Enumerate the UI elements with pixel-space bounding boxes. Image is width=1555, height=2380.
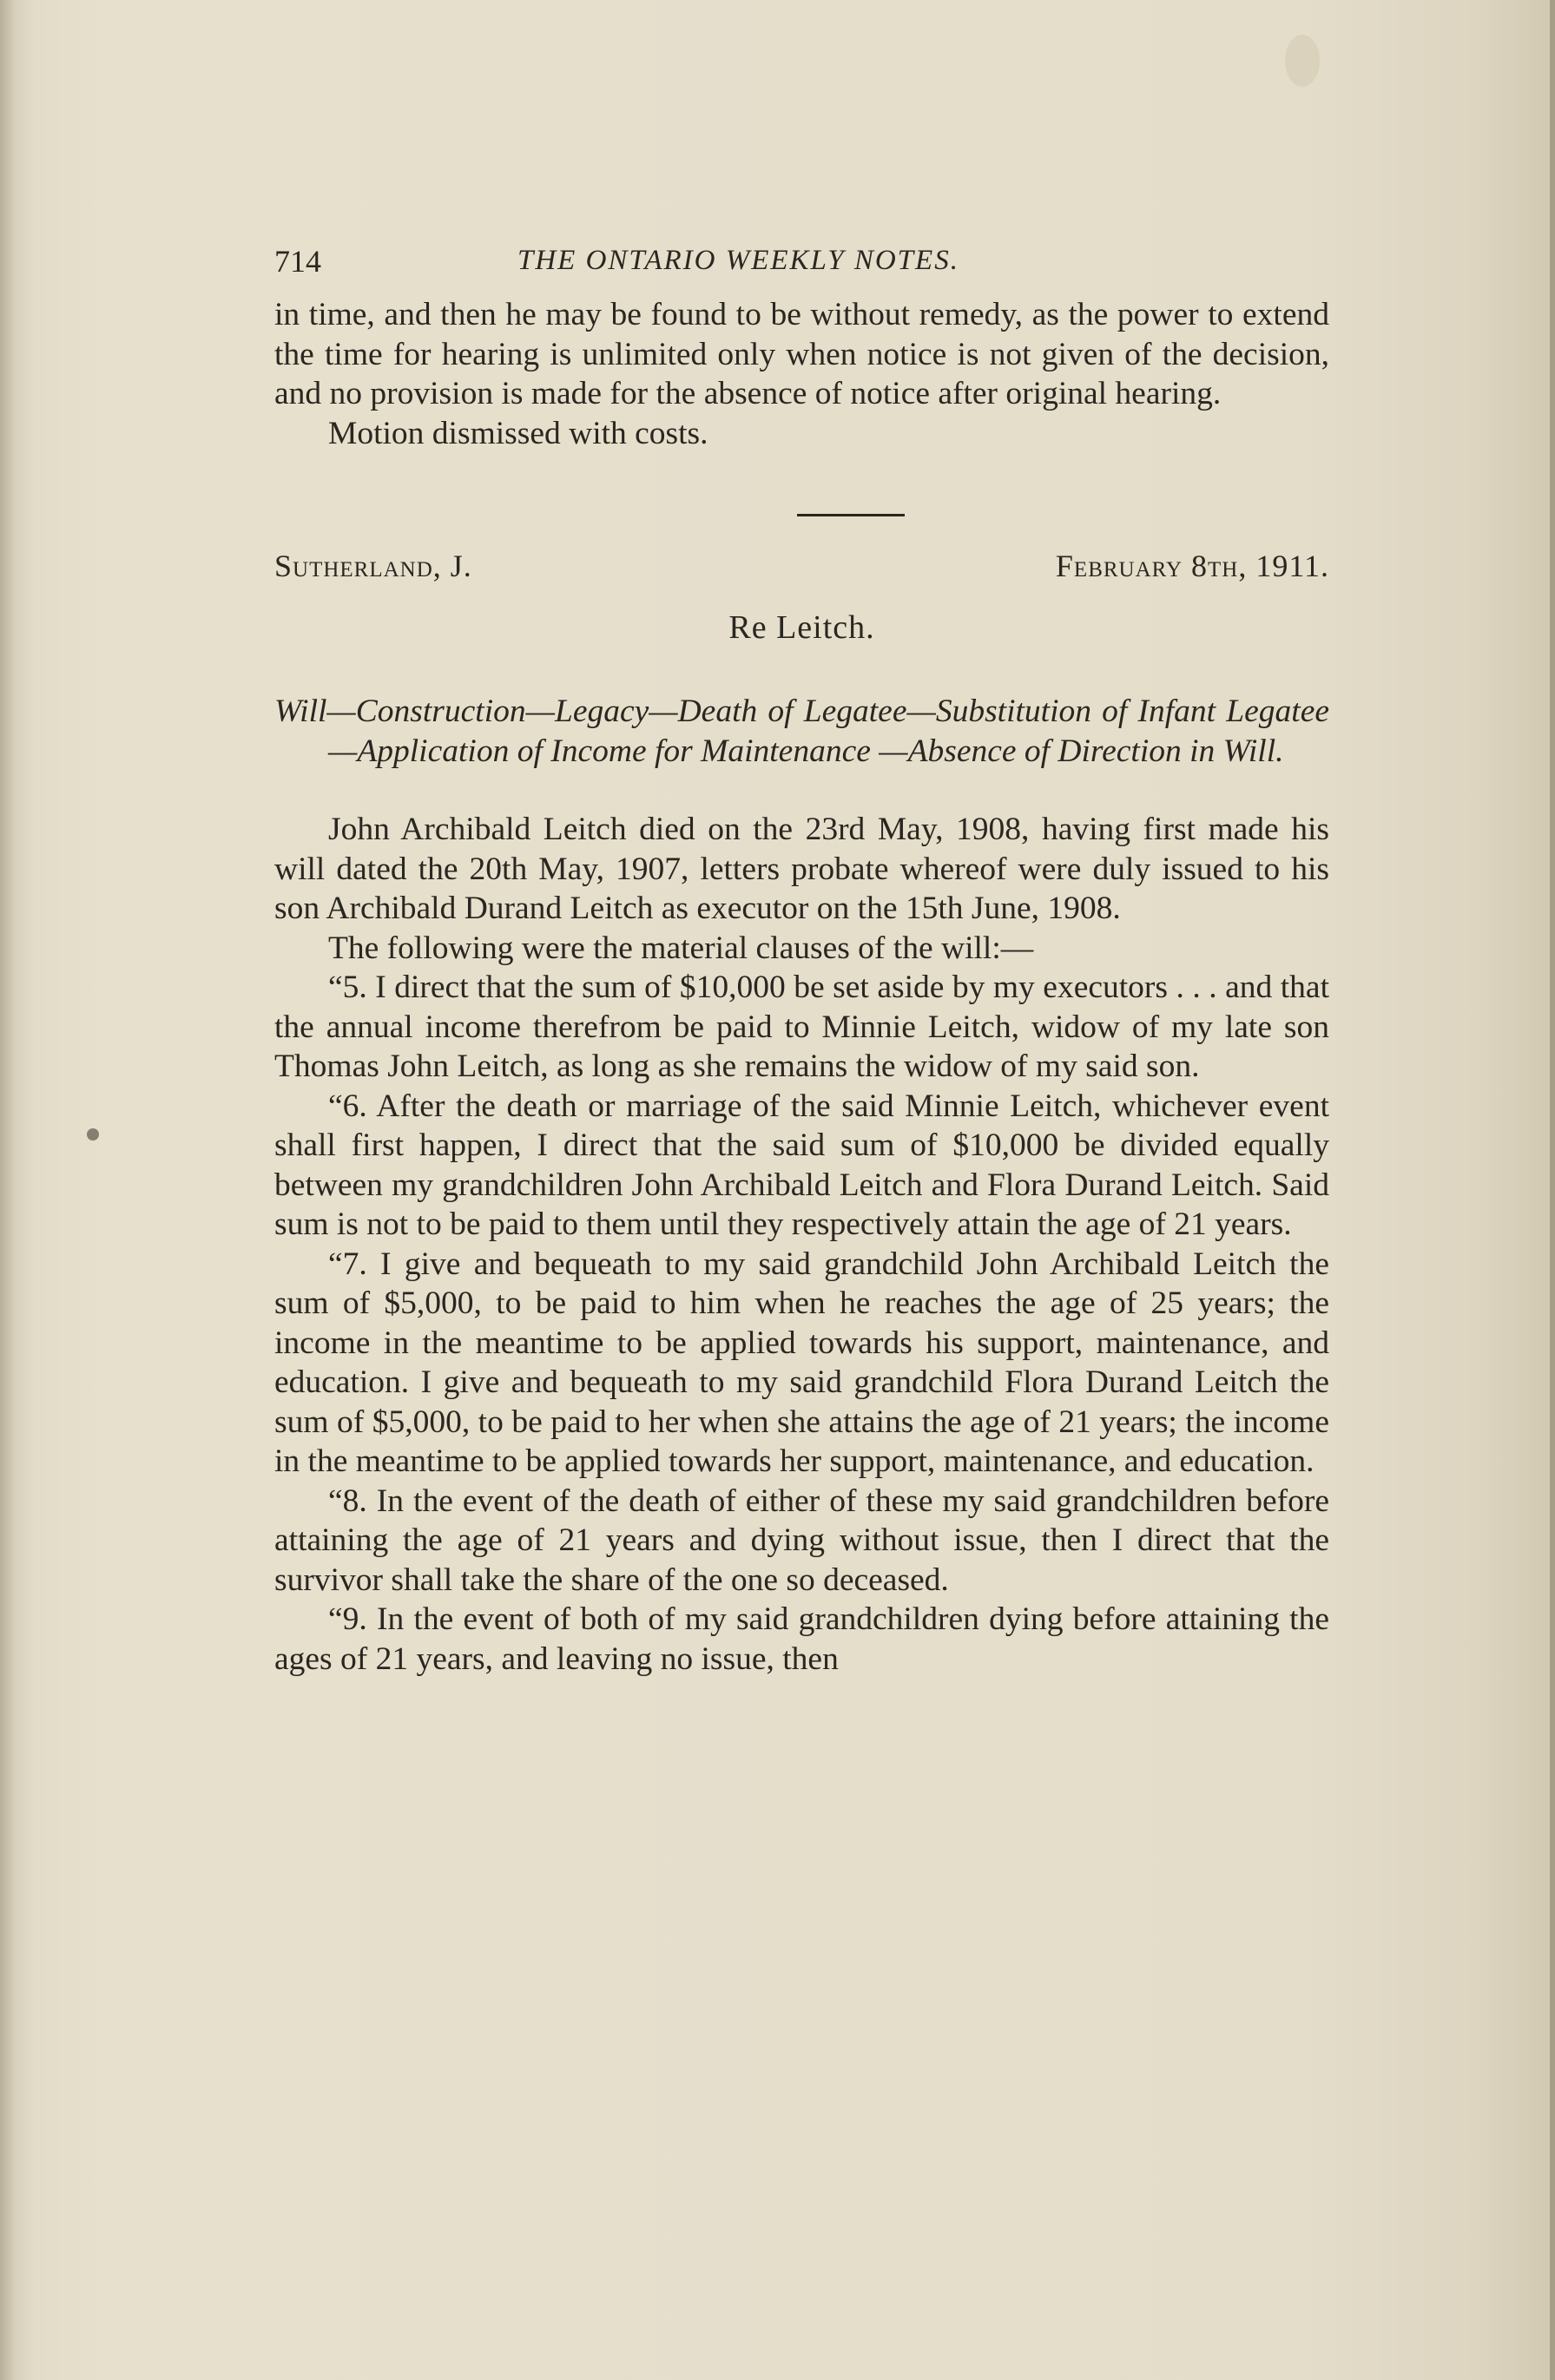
page-number: 714 [274,244,321,279]
case-line [274,548,1329,591]
will-clause-9: “9. In the event of both of my said grandchildren dying before attaining the ages of 21 years, and leaving no issue, then [274,1601,1329,1677]
page-outer-edge [1550,0,1555,2380]
body-paragraph: The following were the material clauses of the will:— [328,930,1034,966]
will-clause-5: “5. I direct that the sum of $10,000 be set aside by my executors . . . and that the annual income therefrom be paid to Minnie Leitch, widow of my late son Thomas John Leitch, as long as she remains the widow of my said son. [274,970,1329,1084]
will-clause-6: “6. After the death or marriage of the said Minnie Leitch, whichever event shall first happen, I direct that the said sum of $10,000 be divided equally between my grandchildren John Archibald Leitch and Flora Durand Leitch. Said sum is not to be paid to them until they respectively attain the age of 21 years. [274,1088,1329,1242]
page-content [274,243,1329,1679]
disposition-line: Motion dismissed with costs. [328,415,708,451]
judge-name: Sutherland, J. [274,549,472,583]
section-divider [797,514,905,516]
case-title: Re Leitch. [728,609,875,646]
decision-date: February 8th, 1911. [1055,549,1329,583]
ink-speck [87,1128,99,1141]
headnote: Will—Construction—Legacy—Death of Legatee—Substitution of Infant Legatee—Application of Income for Maintenance —Absence of Direction in Will. [274,694,1329,769]
paper-stain [1285,35,1320,87]
running-head [274,243,1329,295]
opening-paragraph: in time, and then he may be found to be without remedy, as the power to extend the time for hearing is unlimited only when notice is not given of the decision, and no provision is made for the absence of notice after original hearing. [274,297,1329,411]
will-clause-7: “7. I give and bequeath to my said grandchild John Archibald Leitch the sum of $5,000, to be paid to him when he reaches the age of 25 years; the income in the meantime to be applied towards his support, maintenance, and education. I give and bequeath to my said grandchild Flora Durand Leitch the sum of $5,000, to be paid to her when she attains the age of 21 years; the income in the meantime to be applied towards her support, maintenance, and education. [274,1246,1329,1479]
journal-title: THE ONTARIO WEEKLY NOTES. [517,245,959,276]
page-binding-edge [0,0,16,2380]
body-paragraph: John Archibald Leitch died on the 23rd May, 1908, having first made his will dated the 20th May, 1907, letters probate whereof were duly issued to his son Archibald Durand Leitch as executor on the 15th June, 1908. [274,812,1329,926]
will-clause-8: “8. In the event of the death of either of these my said grandchildren before attaining the age of 21 years and dying without issue, then I direct that the survivor shall take the share of the one so deceased. [274,1483,1329,1598]
